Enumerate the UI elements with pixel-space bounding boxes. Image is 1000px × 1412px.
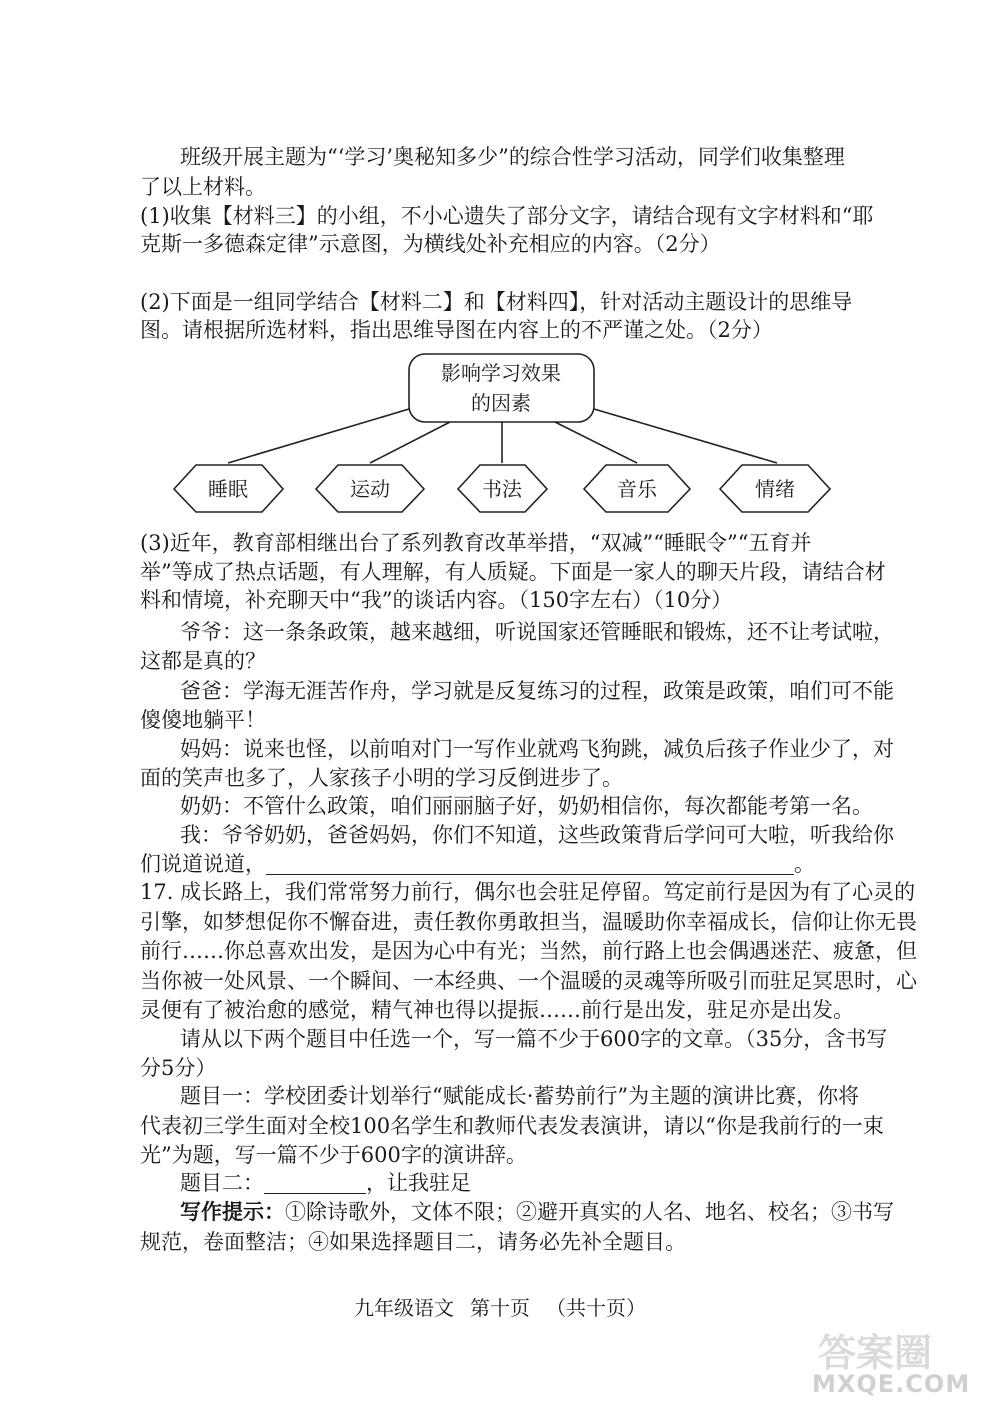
page-footer bbox=[0, 1292, 1000, 1321]
factor-label: 音乐 bbox=[617, 477, 657, 501]
footer-page: 第十页 bbox=[470, 1296, 530, 1320]
question-17-line-1: 17. 成长路上，我们常常努力前行，偶尔也会驻足停留。笃定前行是因为有了心灵的 bbox=[140, 880, 916, 904]
question-3-line-1: (3)近年，教育部相继出台了系列教育改革举措，“双减”“睡眠令”“五育并 bbox=[140, 531, 812, 555]
factor-label: 睡眠 bbox=[208, 477, 248, 501]
connector-line bbox=[555, 422, 637, 463]
footer-subject: 九年级语文 bbox=[354, 1296, 454, 1320]
writing-tips-text: ①除诗歌外，文体不限；②避开真实的人名、地名、校名；③书写 bbox=[285, 1200, 894, 1224]
topic-2-label: 题目二： bbox=[180, 1171, 264, 1195]
watermark-site: MXQE.COM bbox=[812, 1370, 971, 1398]
answer-blank[interactable] bbox=[266, 854, 794, 875]
topic-1-line-1: 题目一：学校团委计划举行“赋能成长·蓄势前行”为主题的演讲比赛，你将 bbox=[180, 1084, 860, 1108]
topic-2-text: ，让我驻足 bbox=[366, 1171, 471, 1195]
question-17-line-3: 前行……你总喜欢出发，是因为心中有光；当然，前行路上也会偶遇迷茫、疲惫，但 bbox=[140, 939, 917, 963]
question-17-line-2: 引擎，如梦想促你不懈奋进，责任教你勇敢担当，温暖助你幸福成长，信仰让你无畏 bbox=[140, 910, 917, 934]
dialogue-mom-line-2: 面的笑声也多了，人家孩子小明的学习反倒进步了。 bbox=[140, 766, 623, 790]
dialogue-me-end: 。 bbox=[794, 852, 815, 876]
mind-map bbox=[0, 0, 1000, 530]
writing-tips-label: 写作提示： bbox=[180, 1199, 285, 1224]
topic-1-line-3: 光”为题，写一篇不少于600字的演讲辞。 bbox=[140, 1143, 527, 1167]
question-1-line-1: (1)收集【材料三】的小组，不小心遗失了部分文字，请结合现有文字材料和“耶 bbox=[140, 204, 874, 228]
mind-map-root-label: 影响学习效果 bbox=[441, 361, 561, 385]
connector-line bbox=[228, 409, 409, 463]
instruction-line-2: 分5分） bbox=[140, 1056, 217, 1080]
intro-line-1: 班级开展主题为“‘学习’奥秘知多少”的综合性学习活动，同学们收集整理 bbox=[180, 145, 845, 169]
dialogue-dad-line-2: 傻傻地躺平！ bbox=[140, 708, 266, 732]
topic-1-line-2: 代表初三学生面对全校100名学生和教师代表发表演讲，请以“你是我前行的一束 bbox=[140, 1114, 884, 1138]
watermark-logo: 答案圈 bbox=[818, 1331, 933, 1375]
writing-tips-line-2: 规范，卷面整洁；④如果选择题目二，请务必先补全题目。 bbox=[140, 1230, 686, 1254]
question-3-line-2: 举”等成了热点话题，有人理解，有人质疑。下面是一家人的聊天片段，请结合材 bbox=[140, 560, 886, 584]
topic-2-line bbox=[180, 1168, 471, 1198]
question-17-line-4: 当你被一处风景、一个瞬间、一本经典、一个温暖的灵魂等所吸引而驻足冥思时，心 bbox=[140, 969, 917, 993]
writing-tips-line-1 bbox=[180, 1197, 894, 1227]
topic-2-blank[interactable] bbox=[264, 1173, 366, 1194]
mind-map-root-label: 的因素 bbox=[471, 391, 531, 415]
question-1-line-2: 克斯一多德森定律”示意图，为横线处补充相应的内容。（2分） bbox=[140, 232, 721, 256]
question-2-line-1: (2)下面是一组同学结合【材料二】和【材料四】，针对活动主题设计的思维导 bbox=[140, 290, 853, 314]
instruction-line-1: 请从以下两个题目中任选一个，写一篇不少于600字的文章。（35分，含书写 bbox=[180, 1027, 888, 1051]
question-3-line-3: 料和情境，补充聊天中“我”的谈话内容。（150字左右）（10分） bbox=[140, 588, 733, 612]
dialogue-dad-line-1: 爸爸：学海无涯苦作舟，学习就是反复练习的过程，政策是政策，咱们可不能 bbox=[180, 679, 894, 703]
dialogue-grandma-line-1: 奶奶：不管什么政策，咱们丽丽脑子好，奶奶相信你，每次都能考第一名。 bbox=[180, 794, 873, 818]
question-2-line-2: 图。请根据所选材料，指出思维导图在内容上的不严谨之处。（2分） bbox=[140, 318, 773, 342]
dialogue-grandpa-line-1: 爷爷：这一条条政策，越来越细，听说国家还管睡眠和锻炼，还不让考试啦， bbox=[180, 620, 894, 644]
dialogue-grandpa-line-2: 这都是真的？ bbox=[140, 649, 266, 673]
connector-line bbox=[370, 422, 450, 463]
footer-total: （共十页） bbox=[546, 1296, 646, 1320]
factor-label: 情绪 bbox=[755, 477, 795, 501]
dialogue-me-line-1: 我：爷爷奶奶，爸爸妈妈，你们不知道，这些政策背后学问可大啦，听我给你 bbox=[180, 823, 894, 847]
question-17-line-5: 灵便有了被治愈的感觉，精气神也得以提振……前行是出发，驻足亦是出发。 bbox=[140, 998, 854, 1022]
watermark bbox=[812, 1322, 982, 1402]
dialogue-mom-line-1: 妈妈：说来也怪，以前咱对门一写作业就鸡飞狗跳，减负后孩子作业少了，对 bbox=[180, 737, 894, 761]
intro-line-2: 了以上材料。 bbox=[140, 175, 266, 199]
dialogue-me-text: 们说道说道， bbox=[140, 852, 266, 876]
factor-label: 书法 bbox=[482, 477, 522, 501]
factor-label: 运动 bbox=[350, 477, 390, 501]
dialogue-me-line-2 bbox=[140, 849, 815, 879]
